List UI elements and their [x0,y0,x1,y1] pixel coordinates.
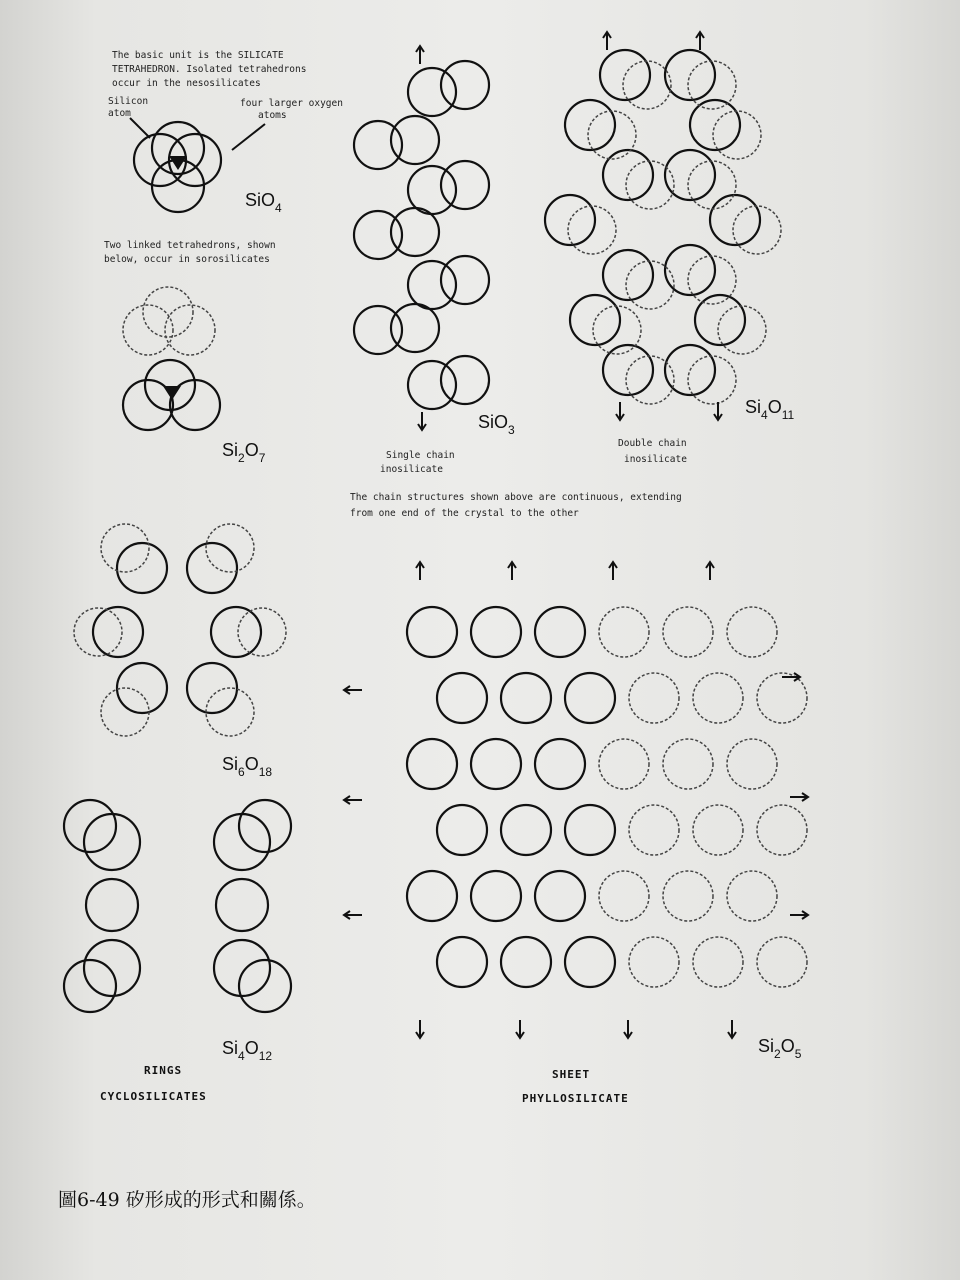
oxygen-atom [535,607,585,657]
single-chain-caption-1: Single chain [386,450,455,461]
oxygen-atom [441,356,489,404]
oxygen-atom [693,673,743,723]
oxygen-atom [757,673,807,723]
double-chain-caption-1: Double chain [618,438,687,449]
oxygen-atom [535,871,585,921]
sheet-caption-1: SHEET [552,1068,591,1081]
oxygen-atom [437,937,487,987]
arrow-left-icon [344,796,362,804]
oxygen-atom [535,739,585,789]
chain-arrows-group [344,32,808,1038]
oxygen-atom [408,361,456,409]
arrow-down-icon [616,402,624,420]
oxygen-atom [211,607,261,657]
oxygen-atom [663,871,713,921]
silicon-atom [163,386,181,400]
oxygen-atom [629,673,679,723]
oxygen-atom [471,871,521,921]
silicon-label-2: atom [108,108,131,119]
double-chain-caption-2: inosilicate [624,454,687,465]
oxygen-atom [501,673,551,723]
oxygen-atom [84,814,140,870]
oxygen-atom [501,937,551,987]
oxygen-atom [408,166,456,214]
si2o7-formula: $Si_2O_7$ [222,440,266,465]
silicon-pointer-arrow [130,118,150,138]
arrow-right-icon [790,911,808,919]
oxygen-atom [407,739,457,789]
oxygen-label-1: four larger oxygen [240,98,343,109]
oxygen-atom [391,208,439,256]
oxygen-atom [143,287,193,337]
oxygen-atom [441,256,489,304]
oxygen-atom [214,940,270,996]
oxygen-atom [727,871,777,921]
oxygen-atom [471,739,521,789]
oxygen-atom [74,608,122,656]
arrow-up-icon [706,562,714,580]
chain-note-1: The chain structures shown above are continuous, extending [350,492,682,503]
arrow-up-icon [609,562,617,580]
atom-circles-group [64,50,807,1012]
oxygen-atom [86,879,138,931]
oxygen-atom [727,607,777,657]
arrow-up-icon [603,32,611,50]
oxygen-atom [629,937,679,987]
arrow-up-icon [696,32,704,50]
oxygen-atom [599,871,649,921]
oxygen-atom [757,805,807,855]
oxygen-atom [757,937,807,987]
si4o12-formula: $Si_4O_{12}$ [222,1038,273,1063]
oxygen-atom [565,673,615,723]
oxygen-atom [214,814,270,870]
rings-caption-1: RINGS [144,1064,183,1077]
oxygen-atom [93,607,143,657]
soro-note-1: Two linked tetrahedrons, shown [104,240,276,251]
chain-note-2: from one end of the crystal to the other [350,508,579,519]
oxygen-atom [441,61,489,109]
oxygen-atom [84,940,140,996]
single-chain-caption-2: inosilicate [380,464,443,475]
arrow-left-icon [344,911,362,919]
oxygen-atom [663,607,713,657]
oxygen-atom [408,261,456,309]
silicon-label-1: Silicon [108,96,149,107]
oxygen-label-2: atoms [258,110,287,121]
oxygen-atom [693,937,743,987]
arrow-up-icon [416,562,424,580]
arrow-left-icon [344,686,362,694]
arrow-up-icon [416,46,424,64]
arrow-down-icon [416,1020,424,1038]
oxygen-atom [437,805,487,855]
tetra-note-3: occur in the nesosilicates [112,78,261,89]
arrow-up-icon [508,562,516,580]
tetra-note-2: TETRAHEDRON. Isolated tetrahedrons [112,64,307,75]
oxygen-atom [407,871,457,921]
arrow-down-icon [516,1020,524,1038]
oxygen-atom [565,937,615,987]
arrow-right-icon [790,793,808,801]
tetra-note-1: The basic unit is the SILICATE [112,50,284,61]
oxygen-atom [471,607,521,657]
oxygen-atom [441,161,489,209]
oxygen-atom [629,805,679,855]
oxygen-atom [206,524,254,572]
arrow-down-icon [418,412,426,430]
oxygen-atom [216,879,268,931]
oxygen-atom [663,739,713,789]
oxygen-atom [239,960,291,1012]
oxygen-atom [599,739,649,789]
oxygen-atom [565,805,615,855]
oxygen-atom [727,739,777,789]
oxygen-atom [437,673,487,723]
oxygen-atom [117,543,167,593]
figure-caption: 圖6-49 矽形成的形式和關係。 [58,1189,316,1211]
arrow-down-icon [624,1020,632,1038]
oxygen-atom [123,305,173,355]
oxygen-atom [101,524,149,572]
oxygen-pointer-arrow [232,124,265,150]
oxygen-atom [407,607,457,657]
oxygen-atom [187,543,237,593]
arrow-down-icon [728,1020,736,1038]
oxygen-atom [408,68,456,116]
oxygen-atom [501,805,551,855]
sio4-formula: SiO$_4$ [245,190,282,215]
sio3-formula: SiO$_3$ [478,412,515,437]
si4o11-formula: $Si_4O_{11}$ [745,397,795,422]
arrow-down-icon [714,402,722,420]
oxygen-atom [599,607,649,657]
oxygen-atom [391,116,439,164]
rings-caption-2: CYCLOSILICATES [100,1090,207,1103]
soro-note-2: below, occur in sorosilicates [104,254,270,265]
oxygen-atom [693,805,743,855]
sheet-caption-2: PHYLLOSILICATE [522,1092,629,1105]
oxygen-atom [391,304,439,352]
si2o5-formula: $Si_2O_5$ [758,1036,802,1061]
si6o18-formula: $Si_6O_{18}$ [222,754,273,779]
